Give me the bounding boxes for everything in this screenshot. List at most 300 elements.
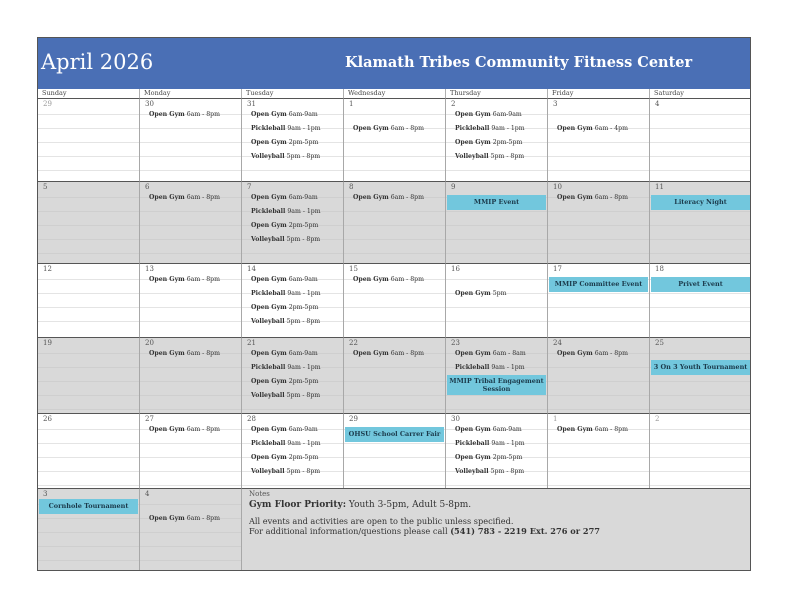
cell-rule <box>140 307 241 308</box>
day-number: 15 <box>349 265 358 273</box>
notes-label: Notes <box>249 490 270 498</box>
event-name: Open Gym <box>251 111 287 118</box>
cell-rule <box>344 142 445 143</box>
event-name: Open Gym <box>455 290 491 297</box>
event-time: 6am - 8pm <box>592 350 628 357</box>
event-item[interactable] <box>251 222 318 229</box>
cell-rule <box>140 225 241 226</box>
event-time: 9am - 1pm <box>285 440 321 447</box>
cell-rule <box>38 128 139 129</box>
event-time: 2pm-5pm <box>490 139 523 146</box>
day-cell[interactable] <box>445 337 547 413</box>
event-item[interactable] <box>455 111 522 118</box>
day-cell[interactable] <box>649 263 751 337</box>
event-item[interactable] <box>251 392 320 399</box>
event-item[interactable] <box>251 378 318 385</box>
event-item[interactable] <box>455 139 522 146</box>
day-number: 19 <box>43 339 52 347</box>
event-name: Pickleball <box>455 125 490 132</box>
cell-rule <box>38 409 139 410</box>
event-name: Pickleball <box>251 364 286 371</box>
cell-rule <box>38 485 139 486</box>
cell-rule <box>140 485 241 486</box>
cell-rule <box>548 409 649 410</box>
event-name: Open Gym <box>353 125 389 132</box>
event-time: 2pm-5pm <box>490 454 523 461</box>
cell-rule <box>446 225 547 226</box>
cell-rule <box>650 353 751 354</box>
cell-rule <box>650 170 751 171</box>
cell-rule <box>344 485 445 486</box>
event-highlight[interactable]: OHSU School Carrer Fair <box>345 427 444 442</box>
event-time: 6am - 8pm <box>184 350 220 357</box>
day-cell[interactable] <box>445 98 547 181</box>
event-name: Open Gym <box>149 515 185 522</box>
cell-rule <box>548 381 649 382</box>
cell-rule <box>38 457 139 458</box>
cell-rule <box>344 367 445 368</box>
event-name: Open Gym <box>455 350 491 357</box>
event-time: 9am - 1pm <box>285 364 321 371</box>
cell-rule <box>650 443 751 444</box>
cell-rule <box>650 409 751 410</box>
cell-rule <box>446 395 547 396</box>
event-name: Volleyball <box>251 392 285 399</box>
event-name: Open Gym <box>149 276 185 283</box>
event-name: Open Gym <box>251 276 287 283</box>
cell-rule <box>446 485 547 486</box>
event-item[interactable] <box>455 350 526 357</box>
event-name: Open Gym <box>251 378 287 385</box>
event-item[interactable] <box>251 454 318 461</box>
day-cell[interactable] <box>343 337 445 413</box>
event-name: Open Gym <box>353 350 389 357</box>
day-number: 2 <box>451 100 456 108</box>
event-name: Pickleball <box>455 440 490 447</box>
cell-rule <box>242 409 343 410</box>
event-item[interactable] <box>149 194 220 201</box>
cell-rule <box>650 293 751 294</box>
day-cell[interactable] <box>343 98 445 181</box>
day-number: 9 <box>451 183 456 191</box>
weekday-monday: Monday <box>139 89 241 98</box>
cell-rule <box>344 114 445 115</box>
day-number: 29 <box>43 100 52 108</box>
event-highlight[interactable]: Literacy Night <box>651 195 750 210</box>
event-name: Open Gym <box>455 139 491 146</box>
event-time: 5pm - 8pm <box>284 153 321 160</box>
cell-rule <box>446 279 547 280</box>
day-cell[interactable] <box>37 488 139 571</box>
day-number: 7 <box>247 183 252 191</box>
event-item[interactable] <box>557 426 628 433</box>
cell-rule <box>38 518 139 519</box>
event-time: 6am - 4pm <box>592 125 628 132</box>
cell-rule <box>344 471 445 472</box>
cell-rule <box>38 560 139 561</box>
cell-rule <box>38 197 139 198</box>
cell-rule <box>140 395 241 396</box>
event-highlight[interactable]: Privet Event <box>651 277 750 292</box>
day-cell[interactable] <box>343 181 445 263</box>
day-cell[interactable] <box>139 488 241 571</box>
event-name: Open Gym <box>353 194 389 201</box>
cell-rule <box>650 142 751 143</box>
event-time: 2pm-5pm <box>286 222 319 229</box>
event-item[interactable] <box>251 318 320 325</box>
month-title: April 2026 <box>41 50 154 74</box>
cell-rule <box>344 409 445 410</box>
cell-rule <box>38 293 139 294</box>
cell-rule <box>548 321 649 322</box>
cell-rule <box>242 253 343 254</box>
event-item[interactable] <box>251 125 321 132</box>
day-cell[interactable] <box>241 98 343 181</box>
day-cell[interactable] <box>139 98 241 181</box>
day-cell[interactable] <box>139 413 241 488</box>
event-highlight[interactable]: MMIP Tribal Engagement Session <box>447 375 546 395</box>
day-cell[interactable] <box>445 263 547 337</box>
event-name: Pickleball <box>251 208 286 215</box>
cell-rule <box>38 429 139 430</box>
event-item[interactable] <box>251 111 318 118</box>
day-number: 28 <box>247 415 256 423</box>
event-time: 6am - 8pm <box>388 276 424 283</box>
day-cell[interactable] <box>241 413 343 488</box>
cell-rule <box>548 253 649 254</box>
event-highlight[interactable]: Cornhole Tournament <box>39 499 138 514</box>
day-number: 8 <box>349 183 354 191</box>
cell-rule <box>548 156 649 157</box>
day-number: 23 <box>451 339 460 347</box>
cell-rule <box>38 307 139 308</box>
cell-rule <box>650 457 751 458</box>
event-name: Open Gym <box>149 350 185 357</box>
cell-rule <box>650 239 751 240</box>
cell-rule <box>140 211 241 212</box>
event-time: 5pm <box>490 290 507 297</box>
event-time: 6am - 8pm <box>184 276 220 283</box>
event-item[interactable] <box>455 153 524 160</box>
weekday-wednesday: Wednesday <box>343 89 445 98</box>
cell-rule <box>140 142 241 143</box>
event-time: 6am-9am <box>286 194 318 201</box>
event-name: Volleyball <box>251 236 285 243</box>
event-name: Open Gym <box>353 276 389 283</box>
cell-rule <box>650 253 751 254</box>
event-item[interactable] <box>251 208 321 215</box>
weekday-sunday: Sunday <box>37 89 139 98</box>
calendar-sheet <box>37 37 751 571</box>
cell-rule <box>446 307 547 308</box>
cell-rule <box>548 485 649 486</box>
cell-rule <box>140 367 241 368</box>
event-item[interactable] <box>353 276 424 283</box>
event-time: 6am - 8pm <box>388 125 424 132</box>
day-cell[interactable] <box>445 413 547 488</box>
cell-rule <box>548 225 649 226</box>
event-time: 2pm-5pm <box>286 304 319 311</box>
event-item[interactable] <box>251 440 321 447</box>
event-item[interactable] <box>251 153 320 160</box>
day-cell[interactable] <box>241 181 343 263</box>
day-cell[interactable] <box>547 337 649 413</box>
event-name: Volleyball <box>251 318 285 325</box>
cell-rule <box>548 443 649 444</box>
event-item[interactable] <box>557 125 628 132</box>
event-time: 5pm - 8pm <box>488 468 525 475</box>
day-number: 11 <box>655 183 664 191</box>
event-item[interactable] <box>149 426 220 433</box>
day-cell[interactable] <box>37 98 139 181</box>
cell-rule <box>344 170 445 171</box>
event-item[interactable] <box>251 350 318 357</box>
event-name: Volleyball <box>455 153 489 160</box>
event-item[interactable] <box>353 194 424 201</box>
day-number: 30 <box>145 100 154 108</box>
cell-rule <box>650 395 751 396</box>
day-number: 5 <box>43 183 48 191</box>
event-item[interactable] <box>455 440 525 447</box>
event-item[interactable] <box>455 468 524 475</box>
day-cell[interactable] <box>139 181 241 263</box>
center-title: Klamath Tribes Community Fitness Center <box>345 54 693 71</box>
event-name: Volleyball <box>251 468 285 475</box>
event-item[interactable] <box>251 290 321 297</box>
weekday-thursday: Thursday <box>445 89 547 98</box>
event-name: Open Gym <box>251 304 287 311</box>
event-time: 6am - 8am <box>490 350 526 357</box>
day-number: 6 <box>145 183 150 191</box>
notes-box <box>241 488 751 571</box>
day-cell[interactable] <box>241 337 343 413</box>
event-item[interactable] <box>149 276 220 283</box>
cell-rule <box>38 253 139 254</box>
cell-rule <box>140 409 241 410</box>
event-time: 2pm-5pm <box>286 378 319 385</box>
cell-rule <box>344 239 445 240</box>
day-number: 14 <box>247 265 256 273</box>
event-time: 6am-9am <box>286 111 318 118</box>
day-cell[interactable] <box>343 263 445 337</box>
event-time: 9am - 1pm <box>285 290 321 297</box>
event-item[interactable] <box>455 454 522 461</box>
event-name: Open Gym <box>251 139 287 146</box>
cell-rule <box>344 156 445 157</box>
cell-rule <box>650 128 751 129</box>
event-item[interactable] <box>455 364 525 371</box>
day-number: 30 <box>451 415 460 423</box>
weekday-saturday: Saturday <box>649 89 751 98</box>
cell-rule <box>548 114 649 115</box>
day-cell[interactable] <box>547 98 649 181</box>
event-name: Open Gym <box>251 222 287 229</box>
gym-priority-note <box>249 500 471 510</box>
day-cell[interactable] <box>37 181 139 263</box>
cell-rule <box>548 293 649 294</box>
day-number: 3 <box>43 490 48 498</box>
event-time: 2pm-5pm <box>286 139 319 146</box>
day-cell[interactable] <box>37 337 139 413</box>
cell-rule <box>548 142 649 143</box>
day-number: 27 <box>145 415 154 423</box>
day-number: 20 <box>145 339 154 347</box>
contact-prefix: For additional information/questions please call <box>249 526 451 536</box>
day-number: 26 <box>43 415 52 423</box>
event-name: Open Gym <box>251 426 287 433</box>
day-number: 17 <box>553 265 562 273</box>
event-item[interactable] <box>251 139 318 146</box>
day-cell[interactable] <box>649 181 751 263</box>
day-number: 25 <box>655 339 664 347</box>
event-highlight[interactable]: MMIP Committee Event <box>549 277 648 292</box>
event-item[interactable] <box>251 276 318 283</box>
event-name: Open Gym <box>149 426 185 433</box>
event-item[interactable] <box>251 426 318 433</box>
cell-rule <box>548 307 649 308</box>
cell-rule <box>548 211 649 212</box>
cell-rule <box>38 443 139 444</box>
event-item[interactable] <box>557 350 628 357</box>
day-cell[interactable] <box>37 413 139 488</box>
event-time: 6am - 8pm <box>592 426 628 433</box>
cell-rule <box>38 156 139 157</box>
weekday-tuesday: Tuesday <box>241 89 343 98</box>
day-cell[interactable] <box>547 263 649 337</box>
cell-rule <box>344 395 445 396</box>
event-time: 6am - 8pm <box>388 350 424 357</box>
event-time: 5pm - 8pm <box>284 236 321 243</box>
cell-rule <box>38 321 139 322</box>
day-cell[interactable] <box>547 181 649 263</box>
event-item[interactable] <box>251 194 318 201</box>
event-time: 6am - 8pm <box>184 111 220 118</box>
day-cell[interactable] <box>343 413 445 488</box>
cell-rule <box>344 293 445 294</box>
cell-rule <box>38 114 139 115</box>
cell-rule <box>446 239 547 240</box>
event-time: 9am - 1pm <box>489 125 525 132</box>
event-name: Open Gym <box>557 350 593 357</box>
cell-rule <box>650 381 751 382</box>
cell-rule <box>344 321 445 322</box>
gym-priority-label: Gym Floor Priority: <box>249 500 347 510</box>
event-time: 9am - 1pm <box>285 208 321 215</box>
day-cell[interactable] <box>241 263 343 337</box>
event-time: 6am-9am <box>286 276 318 283</box>
event-item[interactable] <box>149 350 220 357</box>
cell-rule <box>548 170 649 171</box>
event-time: 6am-9am <box>286 350 318 357</box>
event-time: 6am-9am <box>490 426 522 433</box>
cell-rule <box>446 253 547 254</box>
cell-rule <box>140 443 241 444</box>
event-name: Open Gym <box>149 111 185 118</box>
event-time: 9am - 1pm <box>489 440 525 447</box>
cell-rule <box>650 211 751 212</box>
event-item[interactable] <box>557 194 628 201</box>
cell-rule <box>650 429 751 430</box>
cell-rule <box>140 560 241 561</box>
day-cell[interactable] <box>649 413 751 488</box>
event-time: 6am - 8pm <box>184 194 220 201</box>
cell-rule <box>650 321 751 322</box>
day-number: 4 <box>655 100 660 108</box>
event-item[interactable] <box>251 304 318 311</box>
day-number: 12 <box>43 265 52 273</box>
event-time: 6am-9am <box>286 426 318 433</box>
event-item[interactable] <box>251 364 321 371</box>
event-item[interactable] <box>251 468 320 475</box>
cell-rule <box>38 279 139 280</box>
cell-rule <box>548 239 649 240</box>
event-highlight[interactable]: 3 On 3 Youth Tournament <box>651 360 750 375</box>
cell-rule <box>140 546 241 547</box>
cell-rule <box>38 367 139 368</box>
cell-rule <box>38 546 139 547</box>
event-name: Open Gym <box>455 454 491 461</box>
event-name: Volleyball <box>251 153 285 160</box>
event-item[interactable] <box>455 426 522 433</box>
event-item[interactable] <box>353 350 424 357</box>
day-number: 16 <box>451 265 460 273</box>
event-item[interactable] <box>455 125 525 132</box>
event-time: 9am - 1pm <box>489 364 525 371</box>
cell-rule <box>140 457 241 458</box>
event-name: Open Gym <box>251 194 287 201</box>
day-cell[interactable] <box>139 337 241 413</box>
day-cell[interactable] <box>139 263 241 337</box>
cell-rule <box>242 170 343 171</box>
cell-rule <box>140 156 241 157</box>
event-name: Open Gym <box>557 194 593 201</box>
event-time: 5pm - 8pm <box>284 468 321 475</box>
event-item[interactable] <box>353 125 424 132</box>
day-cell[interactable] <box>649 337 751 413</box>
cell-rule <box>140 471 241 472</box>
day-cell[interactable] <box>37 263 139 337</box>
cell-rule <box>140 293 241 294</box>
event-name: Open Gym <box>251 350 287 357</box>
day-number: 4 <box>145 490 150 498</box>
day-cell[interactable] <box>547 413 649 488</box>
cell-rule <box>140 253 241 254</box>
cell-rule <box>38 239 139 240</box>
day-number: 18 <box>655 265 664 273</box>
event-item[interactable] <box>149 515 220 522</box>
event-item[interactable] <box>251 236 320 243</box>
event-item[interactable] <box>149 111 220 118</box>
day-number: 21 <box>247 339 256 347</box>
weekday-friday: Friday <box>547 89 649 98</box>
day-number: 13 <box>145 265 154 273</box>
day-cell[interactable] <box>649 98 751 181</box>
day-cell[interactable] <box>445 181 547 263</box>
day-number: 29 <box>349 415 358 423</box>
event-highlight[interactable]: MMIP Event <box>447 195 546 210</box>
cell-rule <box>446 211 547 212</box>
cell-rule <box>446 170 547 171</box>
day-number: 1 <box>349 100 354 108</box>
cell-rule <box>344 307 445 308</box>
day-number: 31 <box>247 100 256 108</box>
cell-rule <box>446 321 547 322</box>
calendar-header <box>37 37 751 89</box>
day-number: 24 <box>553 339 562 347</box>
event-item[interactable] <box>455 290 506 297</box>
cell-rule <box>140 321 241 322</box>
event-name: Pickleball <box>251 125 286 132</box>
